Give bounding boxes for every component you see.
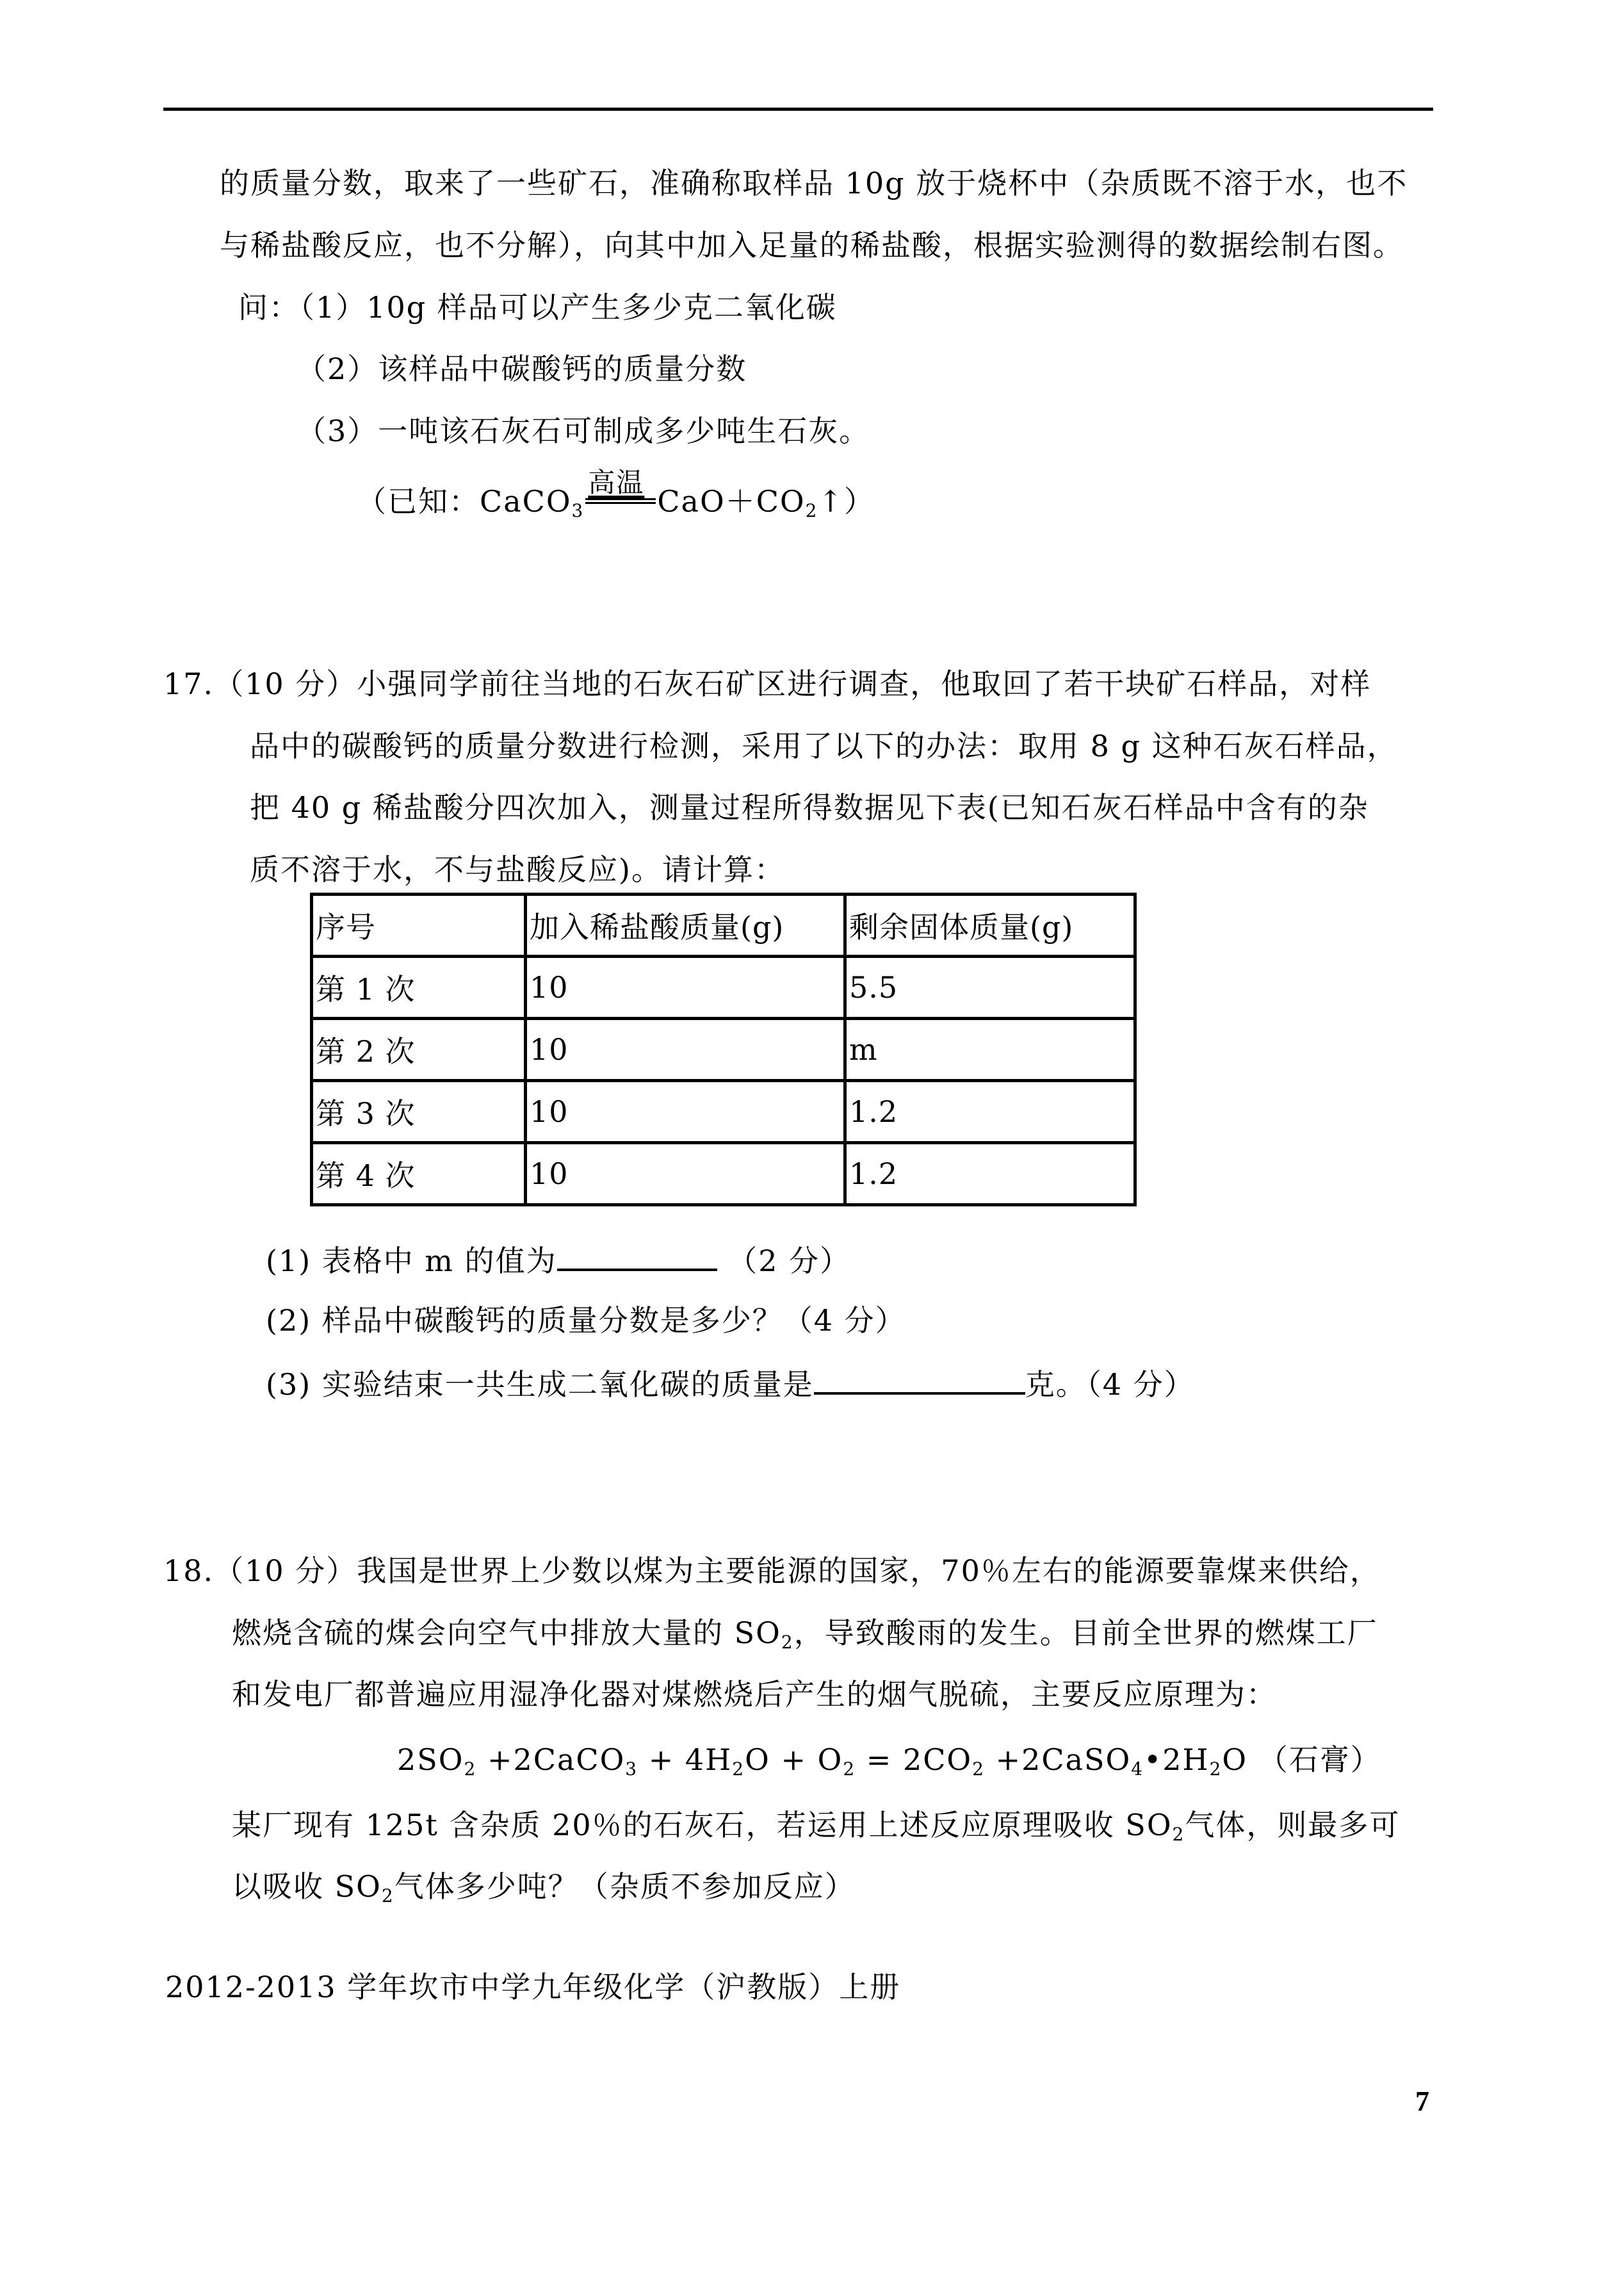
p17-subquestion-3 [266, 1364, 1195, 1402]
p16-question-1: 问：（1）10g 样品可以产生多少克二氧化碳 [238, 290, 837, 325]
p18-text-line-1: 18.（10 分）我国是世界上少数以煤为主要能源的国家，70％左右的能源要靠煤来供给， [163, 1553, 1381, 1588]
answer-blank[interactable] [557, 1240, 717, 1271]
equation-part: 2SO [397, 1742, 464, 1777]
p17-subquestion-1 [266, 1240, 850, 1279]
table-row [312, 957, 1135, 1019]
p17-text-line-2: 品中的碳酸钙的质量分数进行检测，采用了以下的办法：取用 8 g 这种石灰石样品， [250, 729, 1398, 763]
table-cell: m [845, 1019, 1135, 1081]
table-cell: 第 1 次 [312, 957, 526, 1019]
reaction-condition [585, 467, 656, 512]
table-row [312, 1143, 1135, 1205]
table-row [312, 1019, 1135, 1081]
table-cell: 10 [526, 1081, 845, 1143]
subscript: 2 [732, 1758, 745, 1780]
equation-part: +2CaCO [476, 1742, 626, 1777]
header-cell: 序号 [312, 895, 526, 957]
equation-part: + 4H [638, 1742, 733, 1777]
table-cell: 第 2 次 [312, 1019, 526, 1081]
subscript: 4 [1131, 1758, 1144, 1780]
table-cell: 10 [526, 1143, 845, 1205]
subscript: 2 [1209, 1758, 1222, 1780]
footer-title: 2012-2013 学年坎市中学九年级化学（沪教版）上册 [165, 1970, 901, 2004]
subscript: 3 [571, 500, 585, 521]
subscript: 2 [381, 1885, 394, 1906]
equation-part: = 2CO [856, 1742, 973, 1777]
header-cell: 加入稀盐酸质量(g) [526, 895, 845, 957]
table-row [312, 1081, 1135, 1143]
p17-text-line-3: 把 40 g 稀盐酸分四次加入，测量过程所得数据见下表(已知石灰石样品中含有的杂 [250, 790, 1369, 825]
text-span: 燃烧含硫的煤会向空气中排放大量的 SO [232, 1616, 781, 1650]
equation-part: O （石膏） [1222, 1742, 1381, 1777]
data-table [310, 893, 1137, 1206]
p16-question-3: （3）一吨该石灰石可制成多少吨生石灰。 [296, 414, 870, 448]
subscript: 2 [464, 1758, 477, 1780]
p18-text-line-5 [232, 1869, 856, 1904]
text-span: ，导致酸雨的发生。目前全世界的燃煤工厂 [793, 1616, 1378, 1650]
text-span: 气体多少吨？（杂质不参加反应） [394, 1869, 856, 1904]
subquestion-text: (3) 实验结束一共生成二氧化碳的质量是 [266, 1367, 814, 1402]
header-cell: 剩余固体质量(g) [845, 895, 1135, 957]
condition-label: 高温 [588, 467, 645, 498]
p18-text-line-2 [232, 1615, 1378, 1651]
text-span: 以吸收 SO [232, 1869, 382, 1904]
subscript: 2 [972, 1758, 985, 1780]
equals-bar [585, 498, 656, 500]
subscript: 2 [805, 500, 818, 521]
subscript: 2 [843, 1758, 856, 1780]
p17-text-line-1: 17.（10 分）小强同学前往当地的石灰石矿区进行调查，他取回了若干块矿石样品，对样 [163, 667, 1372, 701]
table-header-row [312, 895, 1135, 957]
table-cell: 10 [526, 1019, 845, 1081]
equation-part: •2H [1144, 1742, 1210, 1777]
table-cell: 第 4 次 [312, 1143, 526, 1205]
p16-text-line-2: 与稀盐酸反应，也不分解），向其中加入足量的稀盐酸，根据实验测得的数据绘制右图。 [220, 228, 1404, 263]
subscript: 2 [781, 1632, 794, 1653]
table-cell: 1.2 [845, 1081, 1135, 1143]
p17-subquestion-2: (2) 样品中碳酸钙的质量分数是多少？（4 分） [266, 1303, 906, 1338]
subscript: 3 [625, 1758, 638, 1780]
p16-question-2: （2）该样品中碳酸钙的质量分数 [296, 352, 747, 386]
table-cell: 5.5 [845, 957, 1135, 1019]
subscript: 2 [1172, 1824, 1185, 1845]
p17-text-line-4: 质不溶于水，不与盐酸反应)。请计算： [250, 852, 785, 887]
table-cell: 第 3 次 [312, 1081, 526, 1143]
p18-reaction-equation [397, 1742, 1381, 1778]
table-cell: 1.2 [845, 1143, 1135, 1205]
header-rule [163, 108, 1433, 111]
p18-text-line-4 [232, 1807, 1400, 1843]
equation-part: O + O [745, 1742, 843, 1777]
p18-text-line-3: 和发电厂都普遍应用湿净化器对煤燃烧后产生的烟气脱硫，主要反应原理为： [232, 1677, 1277, 1712]
equals-bar [585, 502, 656, 504]
equation-part: +2CaSO [984, 1742, 1132, 1777]
p16-known-equation [357, 467, 875, 521]
points-label: （2 分） [727, 1244, 851, 1278]
text-span: 气体，则最多可 [1185, 1808, 1401, 1842]
table-cell: 10 [526, 957, 845, 1019]
p16-text-line-1: 的质量分数，取来了一些矿石，准确称取样品 10g 放于烧杯中（杂质既不溶于水，也不 [220, 166, 1408, 200]
subquestion-suffix: 克。（4 分） [1025, 1367, 1195, 1402]
page-number: 7 [1415, 2086, 1429, 2117]
text-span: 某厂现有 125t 含杂质 20％的石灰石，若运用上述反应原理吸收 SO [232, 1808, 1173, 1842]
subquestion-text: (1) 表格中 m 的值为 [266, 1244, 557, 1278]
answer-blank[interactable] [814, 1364, 1025, 1395]
equation-products: CaO＋CO [657, 484, 806, 519]
equation-suffix: ↑） [818, 484, 875, 519]
equation-prefix: （已知：CaCO [357, 484, 572, 519]
